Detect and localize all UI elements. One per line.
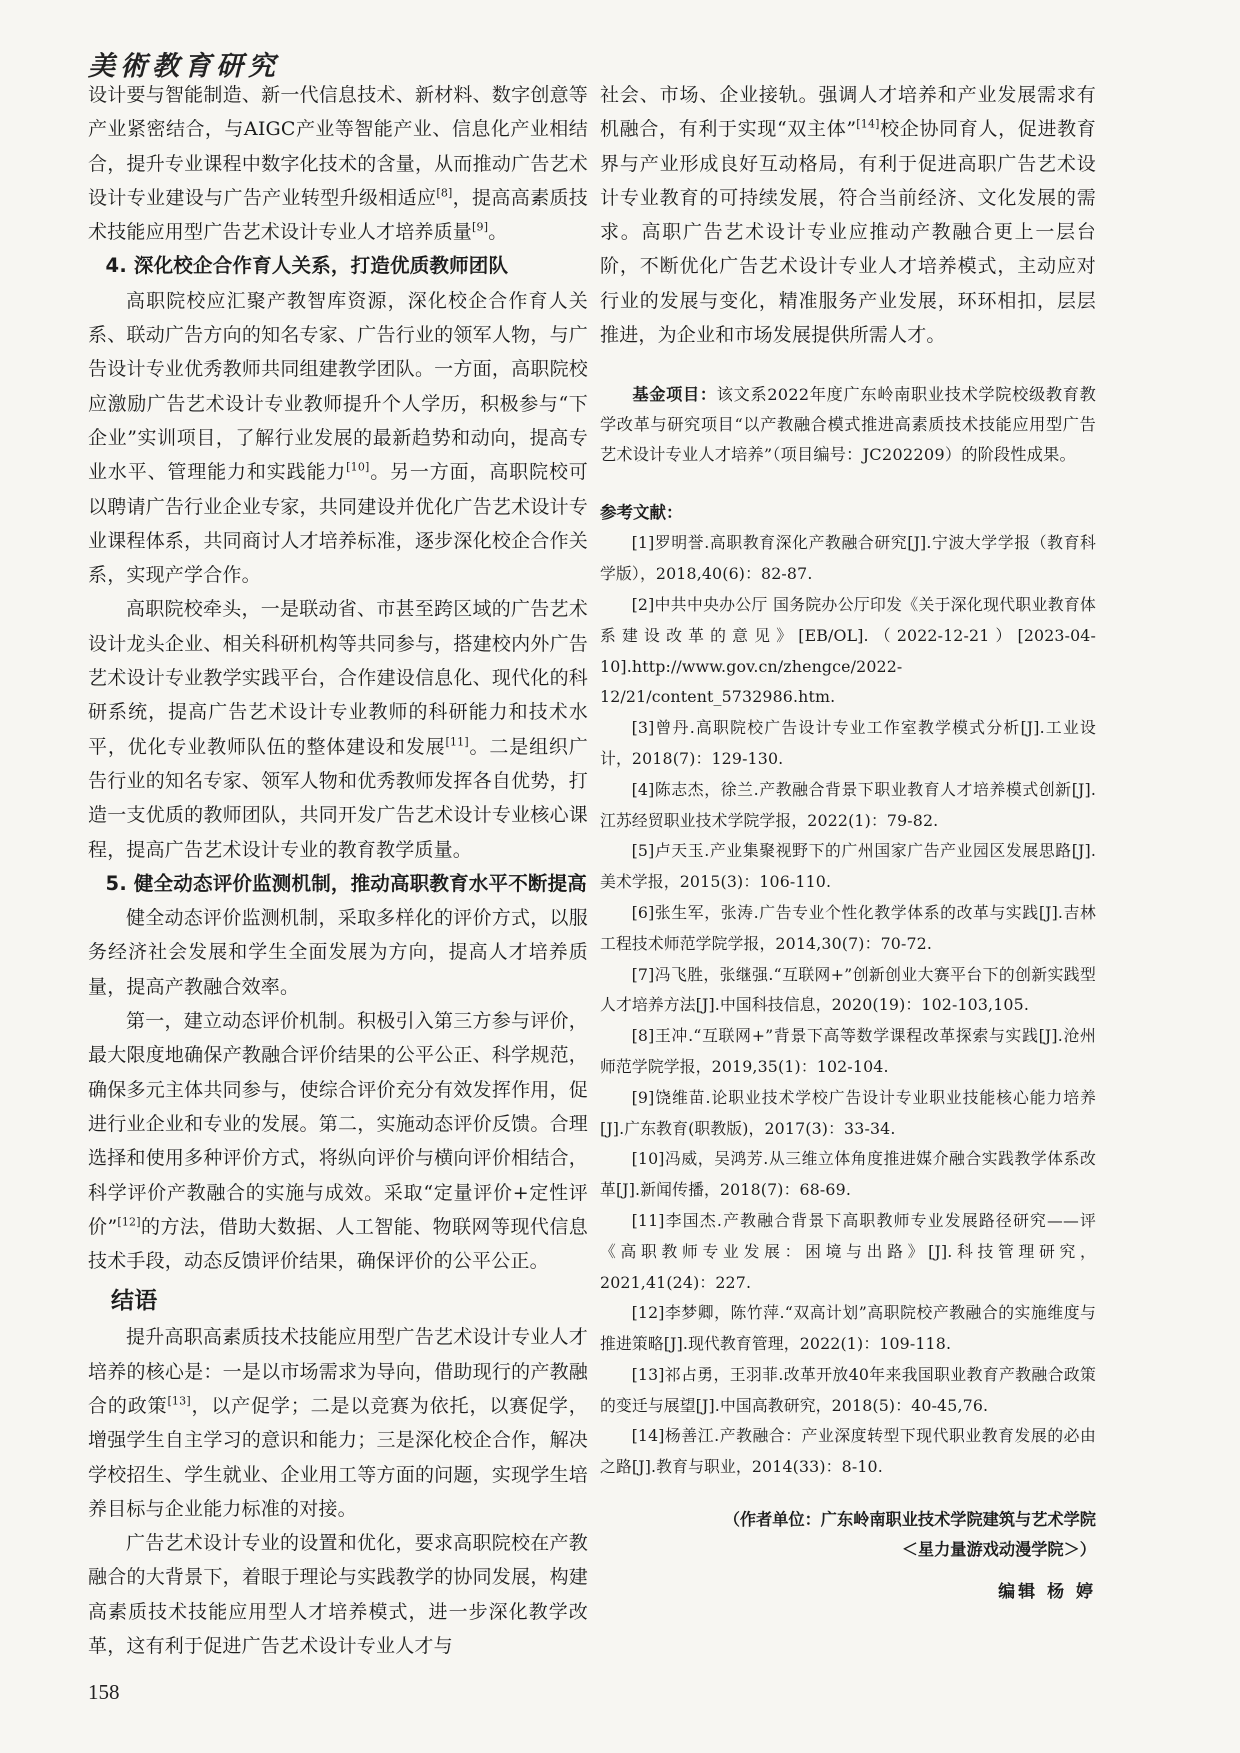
- fund-note: 基金项目：该文系2022年度广东岭南职业技术学院校级教育教学改革与研究项目“以产教融合模式推进高素质技术技能应用型广告艺术设计专业人才培养”（项目编号：JC202209）的阶段性成果。: [600, 385, 1097, 465]
- reference-item: [14]杨善江.产教融合：产业深度转型下现代职业教育发展的必由之路[J].教育与职业，2014(33)：8-10.: [600, 1426, 1096, 1477]
- intro-paragraph: 设计要与智能制造、新一代信息技术、新材料、数字创意等产业紧密结合，与AIGC产业等智能产业、信息化产业相结合，提升专业课程中数字化技术的含量，从而推动广告艺术设计专业建设与广告产业转型升级相适应[8]，提高高素质技术技能应用型广告艺术设计专业人才培养质量[9]。: [88, 84, 588, 244]
- reference-item: [5]卢天玉.产业集聚视野下的广州国家广告产业园区发展思路[J].美术学报，2015(3)：106-110.: [600, 841, 1096, 892]
- reference-item: [10]冯威，吴鸿芳.从三维立体角度推进媒介融合实践教学体系改革[J].新闻传播，2018(7)：68-69.: [600, 1149, 1096, 1200]
- fund-label: 基金项目：: [632, 385, 717, 405]
- editor-credit: 编辑 杨 婷: [998, 1582, 1096, 1603]
- citation: [11]: [445, 735, 469, 749]
- section-5-paragraph-1: 健全动态评价监测机制，采取多样化的评价方式，以服务经济社会发展和学生全面发展为方向，提高人才培养质量，提高产教融合效率。: [88, 907, 588, 998]
- citation: [13]: [167, 1394, 191, 1408]
- left-column: [88, 78, 588, 1663]
- journal-title: 美術教育研究: [88, 51, 280, 82]
- reference-item: [12]李梦卿，陈竹萍.“双高计划”高职院校产教融合的实施维度与推进策略[J].现代教育管理，2022(1)：109-118.: [600, 1303, 1096, 1354]
- citation: [10]: [346, 460, 370, 474]
- continuation-paragraph: 社会、市场、企业接轨。强调人才培养和产业发展需求有机融合，有利于实现“双主体”[14]校企协同育人，促进教育界与产业形成良好互动格局，有利于促进高职广告艺术设计专业教育的可持续发展，符合当前经济、文化发展的需求。高职广告艺术设计专业应推动产教融合更上一层台阶，不断优化广告艺术设计专业人才培养模式，主动应对行业的发展与变化，精准服务产业发展，环环相扣，层层推进，为企业和市场发展提供所需人才。: [600, 84, 1096, 347]
- section-5-heading: 5. 健全动态评价监测机制，推动高职教育水平不断提高: [105, 871, 588, 895]
- citation: [14]: [856, 117, 880, 131]
- reference-item: [1]罗明誉.高职教育深化产教融合研究[J].宁波大学学报（教育科学版），2018,40(6)：82-87.: [600, 533, 1096, 584]
- section-4-paragraph-1: 高职院校应汇聚产教智库资源，深化校企合作育人关系、联动广告方向的知名专家、广告行业的领军人物，与广告设计专业优秀教师共同组建教学团队。一方面，高职院校应激励广告艺术设计专业教师提升个人学历，积极参与“下企业”实训项目，了解行业发展的最新趋势和动向，提高专业水平、管理能力和实践能力[10]。另一方面，高职院校可以聘请广告行业企业专家，共同建设并优化广告艺术设计专业课程体系，共同商讨人才培养标准，逐步深化校企合作关系，实现产学合作。: [88, 289, 589, 587]
- reference-item: [3]曾丹.高职院校广告设计专业工作室教学模式分析[J].工业设计，2018(7)：129-130.: [600, 718, 1096, 768]
- reference-item: [11]李国杰.产教融合背景下高职教师专业发展路径研究——评《高职教师专业发展：困境与出路》[J].科技管理研究，2021,41(24)：227.: [600, 1210, 1096, 1292]
- citation: [8]: [436, 186, 453, 200]
- section-4-paragraph-2: 高职院校牵头，一是联动省、市甚至跨区域的广告艺术设计龙头企业、相关科研机构等共同参与，搭建校内外广告艺术设计专业教学实践平台，合作建设信息化、现代化的科研系统，提高广告艺术设计专业教师的科研能力和技术水平，优化专业教师队伍的整体建设和发展[11]。二是组织广告行业的知名专家、领军人物和优秀教师发挥各自优势，打造一支优质的教师团队，共同开发广告艺术设计专业核心课程，提高广告艺术设计专业的教育教学质量。: [88, 598, 588, 861]
- citation: [12]: [117, 1215, 141, 1229]
- reference-item: [9]饶维苗.论职业技术学校广告设计专业职业技能核心能力培养[J].广东教育(职教版)，2017(3)：33-34.: [600, 1087, 1096, 1138]
- author-affiliation-line-2: ＜星力量游戏动漫学院＞）: [901, 1540, 1096, 1560]
- reference-item: [6]张生军，张涛.广告专业个性化教学体系的改革与实践[J].吉林工程技术师范学院学报，2014,30(7)：70-72.: [600, 902, 1096, 953]
- conclusion-paragraph-1: 提升高职高素质技术技能应用型广告艺术设计专业人才培养的核心是：一是以市场需求为导向，借助现行的产教融合的政策[13]，以产促学；二是以竞赛为依托，以赛促学，增强学生自主学习的意识和能力；三是深化校企合作，解决学校招生、学生就业、企业用工等方面的问题，实现学生培养目标与企业能力标准的对接。: [88, 1326, 588, 1520]
- citation: [9]: [472, 220, 489, 234]
- reference-item: [13]祁占勇，王羽菲.改革开放40年来我国职业教育产教融合政策的变迁与展望[J].中国高教研究，2018(5)：40-45,76.: [600, 1364, 1096, 1415]
- section-4-heading: 4. 深化校企合作育人关系，打造优质教师团队: [105, 254, 509, 278]
- reference-item: [4]陈志杰，徐兰.产教融合背景下职业教育人才培养模式创新[J].江苏经贸职业技术学院学报，2022(1)：79-82.: [600, 779, 1096, 830]
- right-column: [600, 78, 1096, 1607]
- section-5-paragraph-2: 第一，建立动态评价机制。积极引入第三方参与评价，最大限度地确保产教融合评价结果的公平公正、科学规范，确保多元主体共同参与，使综合评价充分有效发挥作用，促进行业企业和专业的发展。第二，实施动态评价反馈。合理选择和使用多种评价方式，将纵向评价与横向评价相结合，科学评价产教融合的实施与成效。采取“定量评价+定性评价”[12]的方法，借助大数据、人工智能、物联网等现代信息技术手段，动态反馈评价结果，确保评价的公平公正。: [88, 1010, 588, 1273]
- reference-item: [7]冯飞胜，张继强.“互联网+”创新创业大赛平台下的创新实践型人才培养方法[J].中国科技信息，2020(19)：102-103,105.: [600, 964, 1096, 1015]
- author-affiliation-line-1: （作者单位：广东岭南职业技术学院建筑与艺术学院: [723, 1510, 1096, 1530]
- reference-item: [8]王冲.“互联网+”背景下高等数学课程改革探索与实践[J].沧州师范学院学报，2019,35(1)：102-104.: [600, 1026, 1096, 1076]
- conclusion-paragraph-2: 广告艺术设计专业的设置和优化，要求高职院校在产教融合的大背景下，着眼于理论与实践教学的协同发展，构建高素质技术技能应用型人才培养模式，进一步深化教学改革，这有利于促进广告艺术设计专业人才与: [88, 1532, 588, 1658]
- conclusion-heading: 结语: [111, 1288, 158, 1315]
- references-list: [600, 528, 1096, 1483]
- reference-item: [2]中共中央办公厅 国务院办公厅印发《关于深化现代职业教育体系建设改革的意见》[EB/OL].（2022-12-21）[2023-04-10].http://www.gov.cn/zhengce/2022-12/21/content_5732986.htm.: [600, 594, 1096, 707]
- page-number: 158: [88, 1680, 120, 1704]
- references-title: 参考文献：: [600, 503, 683, 523]
